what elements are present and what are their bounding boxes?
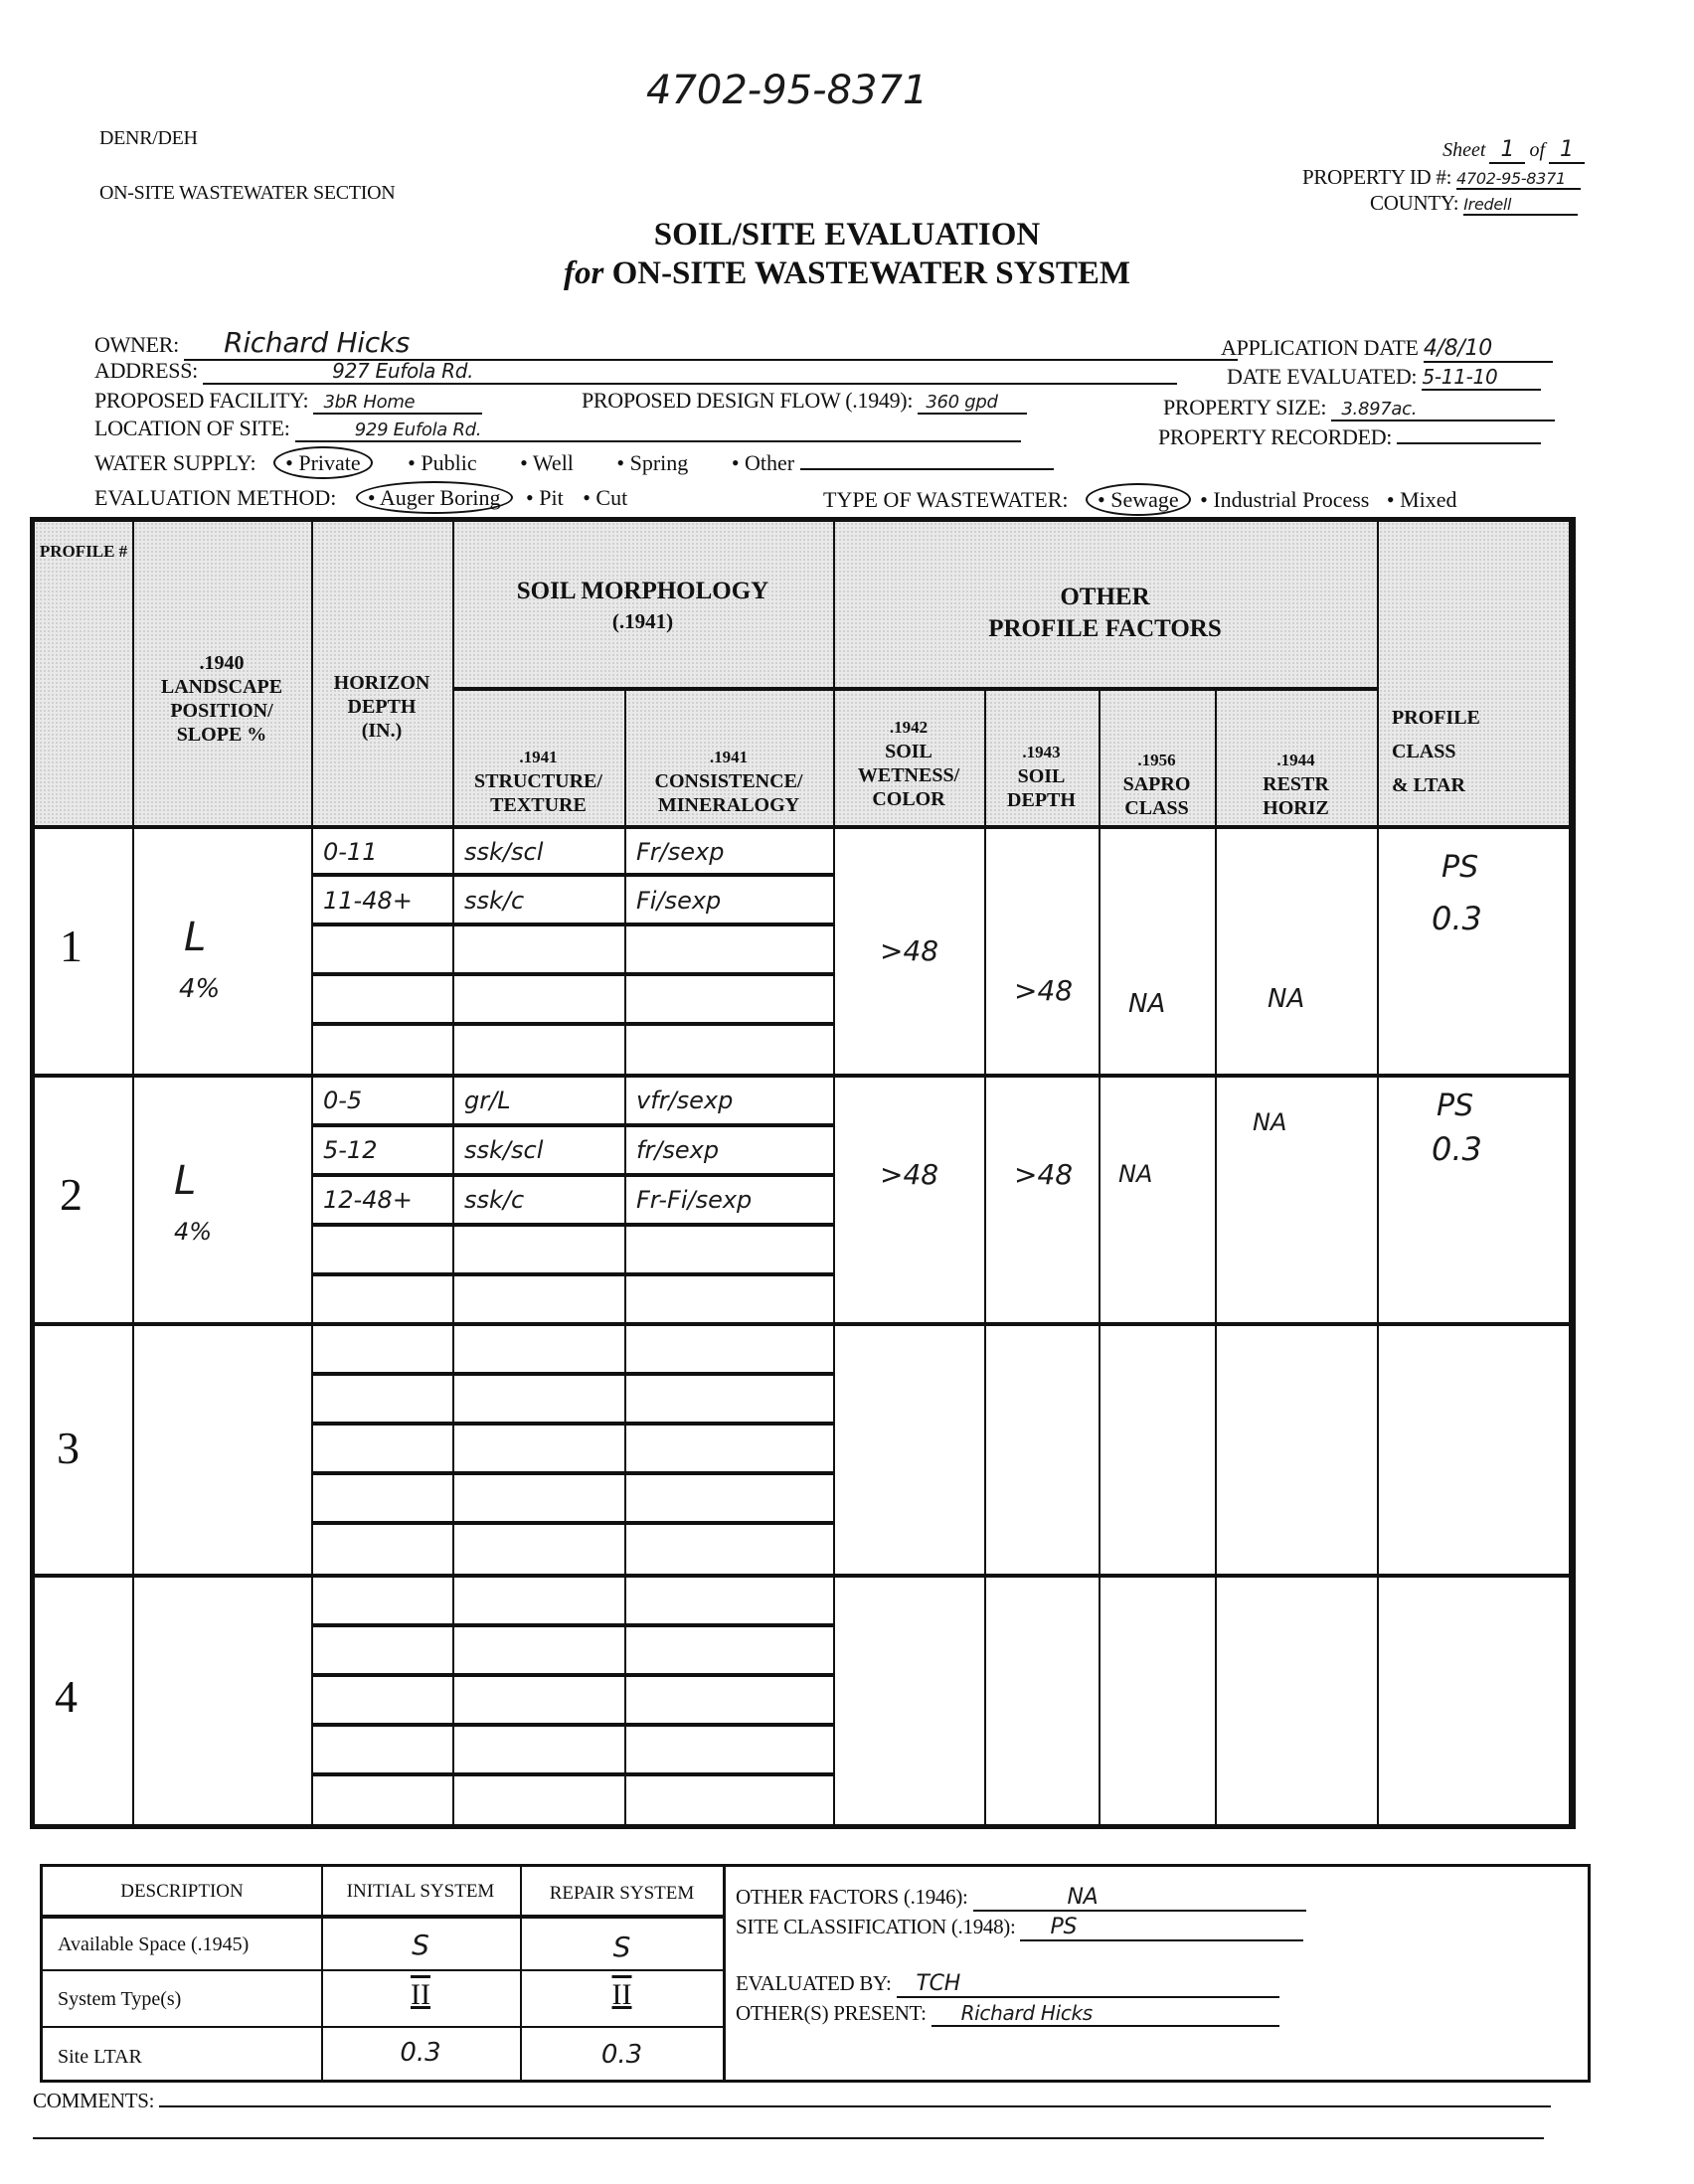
profile-1-wetness[interactable]: >48	[880, 934, 939, 967]
option-label: Well	[532, 450, 574, 475]
date-evaluated-field[interactable]: 5-11-10	[1422, 365, 1541, 391]
header-line: PROFILE FACTORS	[988, 615, 1222, 642]
header-line: .1941	[709, 748, 749, 766]
facility-label: PROPOSED FACILITY:	[94, 388, 309, 413]
header-line: .1942	[889, 718, 929, 737]
option-label: Pit	[539, 485, 564, 510]
others-present-row	[736, 2001, 1279, 2027]
profile-2-horizon-3-depth[interactable]: 12-48+	[323, 1186, 413, 1214]
header-line: CLASS	[1392, 741, 1456, 762]
header-line: .1941	[519, 748, 558, 766]
header-line: (.1941)	[611, 609, 674, 633]
profile-2-horizon-3-consistence[interactable]: Fr-Fi/sexp	[636, 1186, 753, 1214]
design-flow-field[interactable]: 360 gpd	[918, 392, 1027, 415]
option-label: Other	[745, 450, 795, 475]
option-label: Cut	[595, 485, 628, 510]
comments-label: COMMENTS:	[33, 2089, 155, 2112]
county-value: Iredell	[1463, 195, 1578, 216]
site-classification-label: SITE CLASSIFICATION (.1948):	[736, 1915, 1016, 1938]
wastewater-label: TYPE OF WASTEWATER:	[823, 487, 1069, 512]
option-label: Mixed	[1400, 487, 1457, 512]
profile-1-soil-depth[interactable]: >48	[1014, 974, 1074, 1007]
facility-row	[94, 388, 482, 415]
water-supply-option-other[interactable]: • Other	[731, 450, 795, 475]
site-classification-row	[736, 1915, 1303, 1941]
other-factors-box	[726, 1864, 1591, 2083]
comments-line-2	[33, 2137, 1544, 2139]
profile-1-horizon-1-depth[interactable]: 0-11	[323, 838, 378, 866]
header-line: HORIZ	[1263, 797, 1329, 819]
app-date-label: APPLICATION DATE	[1221, 335, 1419, 360]
app-date-row	[1221, 335, 1553, 363]
site-ltar-initial[interactable]: 0.3	[400, 2038, 441, 2068]
header-sapro-class	[1099, 749, 1215, 820]
profile-2-sapro[interactable]: NA	[1118, 1160, 1153, 1188]
header-landscape	[132, 651, 311, 747]
evaluation-method-option-cut[interactable]: • Cut	[583, 485, 628, 510]
system-summary	[40, 1864, 1551, 2093]
owner-field[interactable]: Richard Hicks	[184, 326, 1238, 361]
date-evaluated-label: DATE EVALUATED:	[1227, 364, 1418, 389]
property-id-label: PROPERTY ID #:	[1302, 165, 1452, 189]
other-factors-field[interactable]: NA	[973, 1885, 1306, 1912]
evaluation-method-option-pit[interactable]: • Pit	[526, 485, 564, 510]
profile-1-class[interactable]: PS	[1441, 850, 1479, 885]
app-date-field[interactable]: 4/8/10	[1424, 336, 1553, 363]
header-line: DEPTH	[347, 696, 417, 718]
profile-1-horizon-2-structure[interactable]: ssk/c	[464, 887, 525, 915]
profile-2-slope[interactable]: 4%	[174, 1218, 213, 1246]
sheet-label: Sheet	[1442, 139, 1486, 161]
profile-2-soil-depth[interactable]: >48	[1014, 1158, 1074, 1191]
sheet-block	[1442, 137, 1585, 164]
agency-label: DENR/DEH	[99, 127, 198, 149]
address-row	[94, 358, 1177, 385]
header-line: TEXTURE	[490, 794, 587, 816]
header-line: POSITION/	[170, 700, 273, 722]
water-supply-label: WATER SUPPLY:	[94, 450, 256, 475]
sheet-total: 1	[1549, 137, 1585, 164]
property-recorded-row	[1158, 422, 1541, 450]
row-site-ltar-label: Site LTAR	[58, 2046, 142, 2068]
profile-number-4: 4	[55, 1671, 78, 1722]
row-system-type-label: System Type(s)	[58, 1988, 182, 2010]
evaluation-method-row	[94, 485, 627, 511]
profile-1-slope[interactable]: 4%	[179, 974, 221, 1004]
profile-2-horizon-2-depth[interactable]: 5-12	[323, 1136, 378, 1164]
address-label: ADDRESS:	[94, 358, 198, 383]
site-ltar-repair[interactable]: 0.3	[600, 2040, 643, 2070]
profile-2-horizon-2-structure[interactable]: ssk/scl	[464, 1136, 544, 1164]
water-supply-row	[94, 450, 1054, 476]
available-space-repair[interactable]: S	[612, 1931, 631, 1963]
option-label: Private	[298, 450, 361, 475]
comments-row	[33, 2088, 1551, 2113]
water-supply-other-field[interactable]	[800, 450, 1054, 470]
form-title	[0, 217, 1694, 292]
location-row	[94, 416, 1021, 442]
property-size-row	[1163, 395, 1555, 421]
profile-1-horizon-2-depth[interactable]: 11-48+	[323, 887, 413, 915]
title-line-2	[0, 255, 1694, 292]
header-line: MINERALOGY	[657, 794, 800, 816]
profile-2-horizon-2-consistence[interactable]: fr/sexp	[636, 1136, 720, 1164]
col-initial-system: INITIAL SYSTEM	[346, 1881, 495, 1902]
others-present-label: OTHER(S) PRESENT:	[736, 2001, 927, 2025]
header-line: .1944	[1276, 751, 1315, 769]
col-description: DESCRIPTION	[120, 1881, 244, 1902]
comments-field[interactable]	[159, 2088, 1551, 2107]
profile-2-horizon-3-structure[interactable]: ssk/c	[464, 1186, 525, 1214]
date-evaluated-row	[1227, 364, 1541, 391]
property-size-label: PROPERTY SIZE:	[1163, 395, 1327, 420]
design-flow-row	[582, 388, 1027, 415]
location-label: LOCATION OF SITE:	[94, 416, 290, 440]
header-line: LANDSCAPE	[160, 676, 283, 698]
profile-2-horizon-1-depth[interactable]: 0-5	[323, 1087, 363, 1114]
site-classification-field[interactable]: PS	[1020, 1915, 1303, 1941]
header-other-profile-factors	[833, 582, 1377, 645]
title-main: ON-SITE WASTEWATER SYSTEM	[611, 255, 1131, 291]
header-line: STRUCTURE/	[474, 770, 602, 792]
wastewater-row	[823, 487, 1457, 513]
property-recorded-label: PROPERTY RECORDED:	[1158, 424, 1393, 449]
of-label: of	[1529, 139, 1545, 161]
county-label: COUNTY:	[1370, 191, 1459, 215]
other-factors-label: OTHER FACTORS (.1946):	[736, 1885, 968, 1909]
header-line: SLOPE %	[176, 724, 267, 746]
wastewater-option-sewage[interactable]: • Sewage	[1086, 483, 1191, 516]
profile-1-ltar[interactable]: 0.3	[1432, 900, 1482, 937]
wastewater-option-mixed[interactable]: • Mixed	[1386, 487, 1457, 512]
handwritten-property-id: 4702-95-8371	[646, 68, 929, 113]
profile-number-2: 2	[60, 1169, 83, 1220]
header-structure-texture	[452, 746, 624, 817]
profile-1-horizon-2-consistence[interactable]: Fi/sexp	[636, 887, 722, 915]
design-flow-label: PROPOSED DESIGN FLOW (.1949):	[582, 388, 914, 413]
profile-2-restr[interactable]: NA	[1253, 1108, 1287, 1136]
title-for: for	[563, 255, 604, 291]
sheet-number: 1	[1489, 137, 1525, 164]
header-line: CONSISTENCE/	[654, 770, 803, 792]
property-recorded-field[interactable]	[1397, 422, 1541, 444]
profile-2-ltar[interactable]: 0.3	[1432, 1130, 1482, 1168]
header-profile-class-ltar	[1392, 701, 1511, 802]
title-line-1: SOIL/SITE EVALUATION	[653, 217, 1041, 252]
header-line: RESTR	[1263, 773, 1329, 795]
header-line: SOIL MORPHOLOGY	[516, 578, 769, 604]
header-soil-wetness	[833, 716, 984, 811]
header-line: HORIZON	[333, 672, 430, 694]
option-label: Industrial Process	[1213, 487, 1370, 512]
row-available-space-label: Available Space (.1945)	[58, 1933, 250, 1955]
option-label: Spring	[629, 450, 689, 475]
system-type-repair[interactable]: II	[611, 1978, 632, 2011]
soil-profile-table	[30, 517, 1576, 1829]
profile-1-landscape[interactable]: L	[184, 915, 207, 960]
header-line: & LTAR	[1392, 774, 1465, 796]
evaluation-method-label: EVALUATION METHOD:	[94, 485, 337, 510]
option-label: Public	[421, 450, 477, 475]
evaluated-by-row	[736, 1971, 1279, 1998]
header-line: (IN.)	[361, 720, 403, 742]
other-factors-row	[736, 1885, 1306, 1912]
water-supply-option-public[interactable]: • Public	[408, 450, 477, 475]
header-line: .1943	[1022, 743, 1061, 761]
available-space-initial[interactable]: S	[412, 1929, 429, 1961]
header-line: OTHER	[1060, 584, 1150, 610]
evaluation-method-option-auger[interactable]: • Auger Boring	[356, 481, 513, 514]
others-present-field[interactable]: Richard Hicks	[932, 2001, 1279, 2027]
profile-1-horizon-1-structure[interactable]: ssk/scl	[464, 838, 544, 866]
facility-field[interactable]: 3bR Home	[313, 392, 482, 415]
header-line: DEPTH	[1007, 789, 1076, 811]
profile-1-horizon-1-consistence[interactable]: Fr/sexp	[636, 838, 725, 866]
property-id-row	[1302, 165, 1581, 190]
evaluated-by-label: EVALUATED BY:	[736, 1971, 892, 1995]
header-line: COLOR	[872, 788, 945, 810]
profile-1-sapro[interactable]: NA	[1128, 989, 1166, 1019]
profile-2-class[interactable]: PS	[1437, 1089, 1474, 1123]
system-table	[40, 1864, 726, 2083]
header-line: .1940	[199, 652, 245, 674]
location-field[interactable]: 929 Eufola Rd.	[295, 420, 1021, 442]
section-label: ON-SITE WASTEWATER SECTION	[99, 182, 396, 204]
evaluated-by-field[interactable]: TCH	[897, 1971, 1279, 1998]
header-profile-number: PROFILE #	[39, 542, 128, 561]
property-id-value: 4702-95-8371	[1456, 169, 1581, 190]
header-line: .1956	[1137, 751, 1176, 769]
header-consistence-mineralogy	[624, 746, 833, 817]
water-supply-option-well[interactable]: • Well	[520, 450, 574, 475]
profile-2-landscape[interactable]: L	[174, 1158, 197, 1204]
header-line: SAPRO	[1122, 773, 1191, 795]
header-horizon-depth	[311, 671, 452, 743]
profile-number-1: 1	[60, 921, 83, 971]
profile-2-horizon-1-structure[interactable]: gr/L	[464, 1087, 511, 1114]
profile-number-3: 3	[57, 1423, 80, 1473]
owner-label: OWNER:	[94, 332, 179, 357]
col-repair-system: REPAIR SYSTEM	[549, 1883, 695, 1904]
header-line: SOIL	[1017, 765, 1066, 787]
profile-2-wetness[interactable]: >48	[880, 1158, 939, 1191]
header-soil-depth	[984, 741, 1099, 812]
header-line: WETNESS/	[857, 764, 960, 786]
header-restrictive-horizon	[1215, 749, 1377, 820]
profile-1-restr[interactable]: NA	[1268, 984, 1305, 1014]
system-type-initial[interactable]: II	[411, 1978, 430, 2011]
header-line: PROFILE	[1392, 707, 1480, 729]
county-row	[1370, 191, 1578, 216]
profile-2-horizon-1-consistence[interactable]: vfr/sexp	[636, 1087, 734, 1114]
header-line: SOIL	[885, 741, 932, 762]
property-size-field[interactable]: 3.897ac.	[1331, 399, 1555, 421]
header-line: CLASS	[1124, 797, 1189, 819]
wastewater-option-industrial[interactable]: • Industrial Process	[1200, 487, 1370, 512]
owner-row	[94, 326, 1238, 361]
option-label: Auger Boring	[379, 485, 501, 510]
address-field[interactable]: 927 Eufola Rd.	[203, 359, 1177, 385]
water-supply-option-spring[interactable]: • Spring	[616, 450, 689, 475]
header-soil-morphology	[452, 577, 833, 636]
option-label: Sewage	[1110, 487, 1179, 512]
water-supply-option-private[interactable]: • Private	[273, 446, 373, 479]
